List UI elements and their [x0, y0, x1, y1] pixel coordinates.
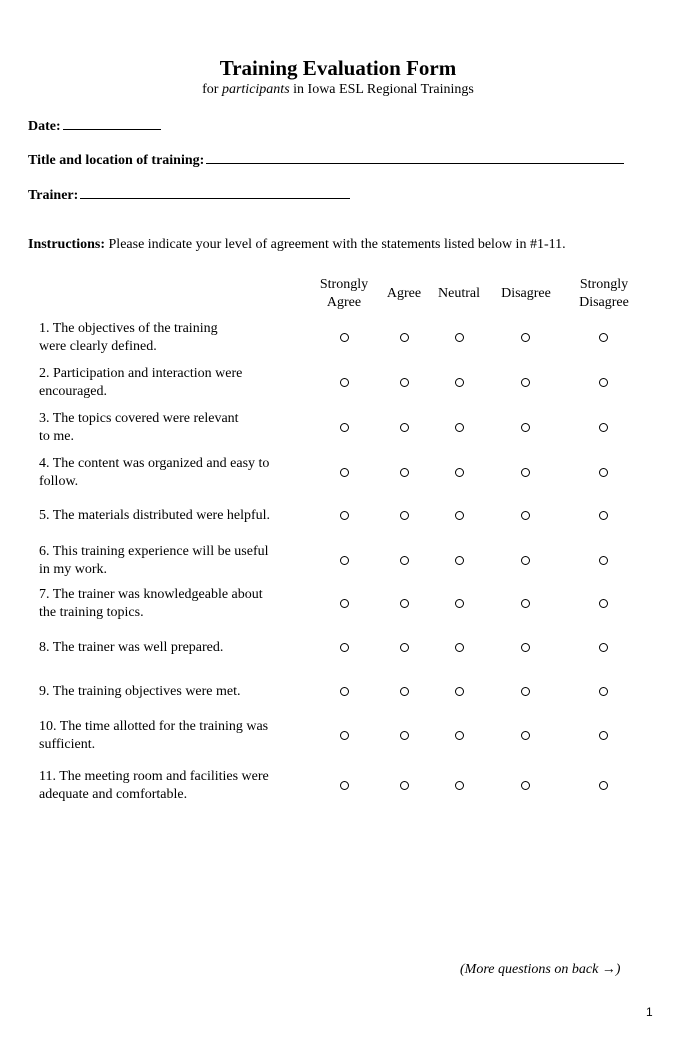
radio-q10-strongly-disagree[interactable] [599, 731, 608, 740]
radio-q4-strongly-agree[interactable] [340, 468, 349, 477]
trainer-blank[interactable] [80, 186, 350, 199]
radio-q2-disagree[interactable] [521, 378, 530, 387]
radio-q7-strongly-agree[interactable] [340, 599, 349, 608]
col-strongly-agree-line2: Agree [326, 295, 362, 310]
question-7-line2: the training topics. [39, 605, 144, 620]
date-blank[interactable] [63, 117, 161, 130]
radio-q8-disagree[interactable] [521, 643, 530, 652]
instructions [28, 236, 566, 254]
question-7 [39, 586, 309, 622]
radio-q3-disagree[interactable] [521, 423, 530, 432]
radio-q2-strongly-disagree[interactable] [599, 378, 608, 387]
question-11 [39, 768, 309, 804]
form-title: Training Evaluation Form [219, 56, 457, 80]
instructions-label: Instructions: [28, 237, 106, 252]
question-7-line1: 7. The trainer was knowledgeable about [39, 587, 263, 602]
question-8 [39, 639, 309, 657]
question-1-line2: were clearly defined. [39, 339, 157, 354]
radio-q5-disagree[interactable] [521, 511, 530, 520]
question-3 [39, 410, 309, 446]
col-disagree: Disagree [501, 286, 551, 301]
question-10-line2: sufficient. [39, 737, 96, 752]
radio-q11-strongly-disagree[interactable] [599, 781, 608, 790]
radio-q11-neutral[interactable] [455, 781, 464, 790]
radio-q3-strongly-agree[interactable] [340, 423, 349, 432]
radio-q4-neutral[interactable] [455, 468, 464, 477]
title-location-blank[interactable] [206, 151, 624, 164]
radio-q7-strongly-disagree[interactable] [599, 599, 608, 608]
radio-q3-agree[interactable] [400, 423, 409, 432]
radio-q10-neutral[interactable] [455, 731, 464, 740]
subtitle-emphasis: participants [221, 82, 290, 97]
radio-q1-disagree[interactable] [521, 333, 530, 342]
radio-q1-neutral[interactable] [455, 333, 464, 342]
question-9-line1: 9. The training objectives were met. [39, 684, 241, 699]
radio-q2-strongly-agree[interactable] [340, 378, 349, 387]
col-neutral: Neutral [438, 286, 480, 301]
question-2-line2: encouraged. [39, 384, 108, 399]
more-questions-note [460, 961, 620, 979]
radio-q9-agree[interactable] [400, 687, 409, 696]
radio-q8-strongly-disagree[interactable] [599, 643, 608, 652]
col-strongly-agree-line1: Strongly [319, 277, 369, 292]
radio-q3-strongly-disagree[interactable] [599, 423, 608, 432]
question-6 [39, 543, 309, 579]
radio-q5-agree[interactable] [400, 511, 409, 520]
page-number: 1 [646, 1005, 653, 1019]
radio-q6-disagree[interactable] [521, 556, 530, 565]
subtitle-suffix: in Iowa ESL Regional Trainings [289, 82, 474, 97]
question-6-line1: 6. This training experience will be useful [39, 544, 269, 559]
radio-q5-strongly-disagree[interactable] [599, 511, 608, 520]
radio-q1-strongly-agree[interactable] [340, 333, 349, 342]
col-strongly-disagree-line2: Disagree [579, 295, 629, 310]
radio-q6-strongly-agree[interactable] [340, 556, 349, 565]
radio-q7-agree[interactable] [400, 599, 409, 608]
radio-q5-strongly-agree[interactable] [340, 511, 349, 520]
question-11-line1: 11. The meeting room and facilities were [39, 769, 269, 784]
radio-q9-strongly-agree[interactable] [340, 687, 349, 696]
question-2 [39, 365, 309, 401]
radio-q4-agree[interactable] [400, 468, 409, 477]
radio-q3-neutral[interactable] [455, 423, 464, 432]
col-agree: Agree [386, 286, 422, 301]
question-4-line2: follow. [39, 474, 79, 489]
radio-q9-strongly-disagree[interactable] [599, 687, 608, 696]
question-10-line1: 10. The time allotted for the training was [39, 719, 269, 734]
radio-q9-neutral[interactable] [455, 687, 464, 696]
arrow-right-icon: → [601, 962, 616, 977]
col-strongly-disagree [566, 276, 642, 312]
question-11-line2: adequate and comfortable. [39, 787, 188, 802]
instructions-text: Please indicate your level of agreement with the statements listed below in #1-11. [105, 237, 566, 252]
radio-q2-agree[interactable] [400, 378, 409, 387]
radio-q11-disagree[interactable] [521, 781, 530, 790]
col-strongly-agree [308, 276, 380, 312]
title-location-field [28, 151, 624, 170]
question-5-line1: 5. The materials distributed were helpful. [39, 508, 271, 523]
trainer-label: Trainer: [28, 188, 79, 203]
question-8-line1: 8. The trainer was well prepared. [39, 640, 224, 655]
col-strongly-disagree-line1: Strongly [579, 277, 629, 292]
question-9 [39, 683, 309, 701]
radio-q6-neutral[interactable] [455, 556, 464, 565]
question-10 [39, 718, 309, 754]
note-close-paren: ) [615, 962, 621, 977]
radio-q10-agree[interactable] [400, 731, 409, 740]
radio-q5-neutral[interactable] [455, 511, 464, 520]
radio-q10-disagree[interactable] [521, 731, 530, 740]
radio-q7-neutral[interactable] [455, 599, 464, 608]
radio-q1-agree[interactable] [400, 333, 409, 342]
radio-q11-agree[interactable] [400, 781, 409, 790]
question-4-line1: 4. The content was organized and easy to [39, 456, 270, 471]
radio-q7-disagree[interactable] [521, 599, 530, 608]
radio-q2-neutral[interactable] [455, 378, 464, 387]
radio-q8-strongly-agree[interactable] [340, 643, 349, 652]
radio-q4-disagree[interactable] [521, 468, 530, 477]
radio-q6-strongly-disagree[interactable] [599, 556, 608, 565]
question-1-line1: 1. The objectives of the training [39, 321, 218, 336]
radio-q10-strongly-agree[interactable] [340, 731, 349, 740]
radio-q11-strongly-agree[interactable] [340, 781, 349, 790]
subtitle-prefix: for [202, 82, 222, 97]
radio-q1-strongly-disagree[interactable] [599, 333, 608, 342]
note-text: More questions on back [464, 962, 602, 977]
question-2-line1: 2. Participation and interaction were [39, 366, 243, 381]
question-4 [39, 455, 309, 491]
question-3-line1: 3. The topics covered were relevant [39, 411, 239, 426]
trainer-field [28, 186, 350, 205]
radio-q8-agree[interactable] [400, 643, 409, 652]
note-open-paren: ( [460, 962, 465, 977]
radio-q4-strongly-disagree[interactable] [599, 468, 608, 477]
date-label: Date: [28, 119, 61, 134]
radio-q8-neutral[interactable] [455, 643, 464, 652]
date-field [28, 117, 161, 136]
question-1 [39, 320, 309, 356]
question-6-line2: in my work. [39, 562, 108, 577]
question-5 [39, 507, 309, 525]
question-3-line2: to me. [39, 429, 74, 444]
form-subtitle [0, 81, 676, 99]
title-location-label: Title and location of training: [28, 153, 205, 168]
radio-q9-disagree[interactable] [521, 687, 530, 696]
radio-q6-agree[interactable] [400, 556, 409, 565]
